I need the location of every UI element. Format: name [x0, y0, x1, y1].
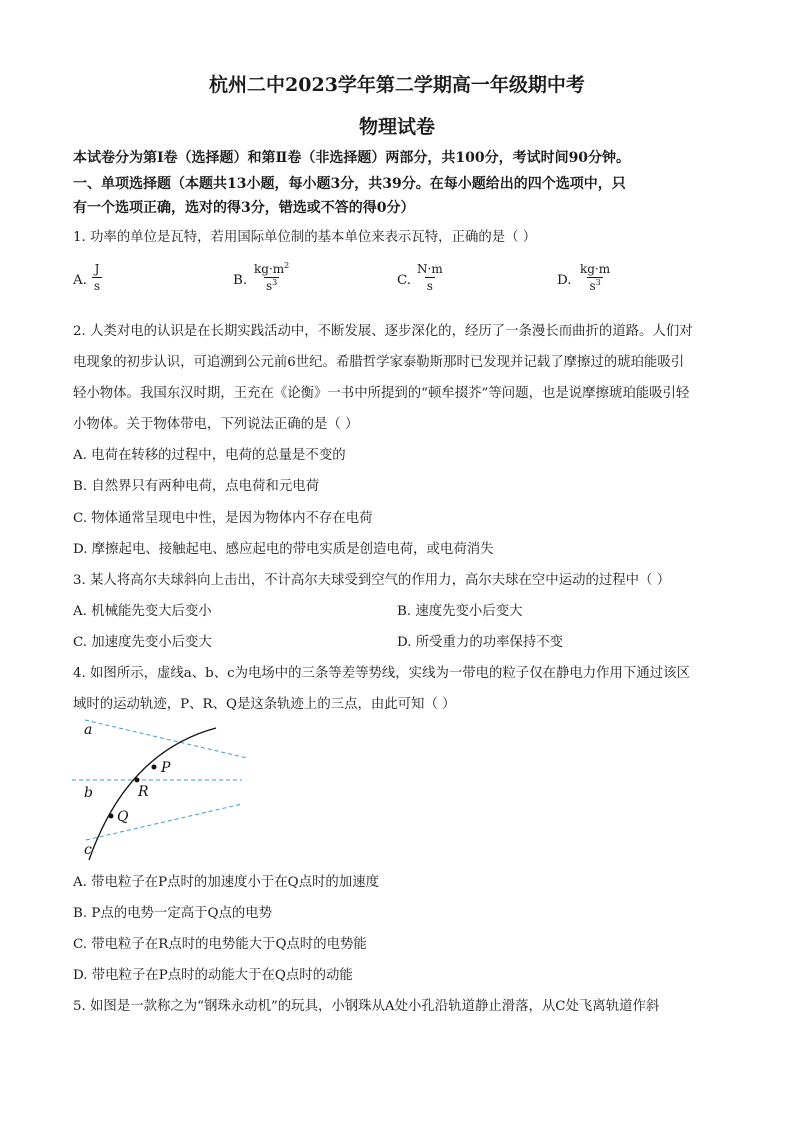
q1-option-a-numerator: J [94, 262, 100, 276]
q4-option-d: D. 带电粒子在P点时的动能大于在Q点时的动能 [73, 968, 353, 983]
section1-heading-line1: 一、单项选择题（本题共13小题，每小题3分，共39分。在每小题给出的四个选项中，只 [73, 176, 626, 192]
q2-stem-line1: 2. 人类对电的认识是在长期实践活动中，不断发展、逐步深化的，经历了一条漫长而曲折的道路。人们对 [73, 324, 693, 339]
q2-option-d: D. 摩擦起电、接触起电、感应起电的带电实质是创造电荷，或电荷消失 [73, 542, 494, 557]
label-q: Q [117, 809, 129, 825]
q1-option-a-label: A. [73, 273, 87, 288]
q1-option-a-fraction [92, 262, 102, 293]
q4-stem-line1: 4. 如图所示，虚线a、b、c为电场中的三条等差等势线，实线为一带电的粒子仅在静电力作用下通过该区 [73, 666, 690, 681]
point-p-dot [152, 765, 157, 770]
q1-option-b-denominator: s [265, 279, 273, 293]
label-b: b [84, 785, 93, 801]
q1-option-d-label: D. [557, 273, 572, 288]
q1-option-d-fraction [578, 262, 612, 293]
exam-subtitle: 物理试卷 [358, 116, 435, 138]
q2-stem-line4: 小物体。关于物体带电，下列说法正确的是（ ） [73, 417, 359, 432]
q4-option-a: A. 带电粒子在P点时的加速度小于在Q点时的加速度 [73, 875, 379, 890]
label-a: a [84, 722, 93, 738]
q1-option-d-numerator: kg·m [580, 262, 611, 276]
q1-option-d-denominator: s [589, 279, 596, 293]
q1-option-c-fraction [415, 262, 445, 293]
q3-option-a: A. 机械能先变大后变小 [73, 604, 212, 619]
q4-stem-line2: 域时的运动轨迹，P、R、Q是这条轨迹上的三点，由此可知（ ） [73, 697, 456, 712]
q2-option-c: C. 物体通常呈现电中性，是因为物体内不存在电荷 [73, 511, 373, 526]
q1-option-c-numerator: N·m [417, 262, 443, 276]
q2-option-b: B. 自然界只有两种电荷，点电荷和元电荷 [73, 479, 319, 494]
q4-equipotential-figure [72, 712, 252, 862]
q4-option-c: C. 带电粒子在R点时的电势能大于Q点时的电势能 [73, 937, 367, 952]
label-c: c [84, 842, 92, 858]
q5-stem-line1: 5. 如图是一款称之为“钢珠永动机”的玩具，小钢珠从A处小孔沿轨道静止滑落，从C处飞离轨道作斜 [73, 999, 660, 1014]
q3-stem: 3. 某人将高尔夫球斜向上击出，不计高尔夫球受到空气的作用力，高尔夫球在空中运动的过程中（ ） [73, 573, 671, 588]
q3-option-b: B. 速度先变小后变大 [397, 604, 523, 619]
q2-option-a: A. 电荷在转移的过程中，电荷的总量是不变的 [73, 448, 346, 463]
q1-stem: 1. 功率的单位是瓦特，若用国际单位制的基本单位来表示瓦特，正确的是（ ） [73, 230, 537, 245]
q2-stem-line2: 电现象的初步认识，可追溯到公元前6世纪。希腊哲学家泰勒斯那时已发现并记载了摩擦过的琥珀能吸引 [73, 355, 685, 370]
q2-stem-line3: 轻小物体。我国东汉时期，王充在《论衡》一书中所提到的“顿牟掇芥”等问题，也是说摩擦琥珀能吸引轻 [73, 386, 690, 401]
q1-option-b-fraction [252, 262, 291, 293]
exam-intro: 本试卷分为第Ⅰ卷（选择题）和第Ⅱ卷（非选择题）两部分，共100分，考试时间90分钟。 [73, 150, 631, 166]
q1-option-b-num-exponent: 2 [284, 261, 290, 270]
label-p: P [161, 760, 171, 776]
q1-option-c-denominator: s [426, 279, 433, 293]
q4-option-b: B. P点的电势一定高于Q点的电势 [73, 906, 273, 921]
q1-option-a-denominator: s [94, 279, 101, 293]
point-q-dot [109, 814, 114, 819]
equipotential-line-c [86, 804, 242, 840]
equipotential-line-a [85, 720, 247, 758]
q1-option-b-label: B. [233, 273, 248, 288]
q1-option-b-den-exponent: 3 [272, 278, 278, 287]
particle-trajectory [89, 728, 216, 860]
q3-option-d: D. 所受重力的功率保持不变 [397, 635, 564, 650]
point-r-dot [135, 778, 140, 783]
q1-option-d-den-exponent: 3 [595, 278, 601, 287]
section1-heading-line2: 有一个选项正确，选对的得3分，错选或不答的得0分） [73, 200, 415, 216]
q1-option-b-numerator: kg·m [254, 262, 285, 276]
q3-option-c: C. 加速度先变小后变大 [73, 635, 212, 650]
q1-option-c-label: C. [397, 273, 412, 288]
exam-title: 杭州二中2023学年第二学期高一年级期中考 [209, 74, 585, 96]
label-r: R [138, 784, 149, 800]
